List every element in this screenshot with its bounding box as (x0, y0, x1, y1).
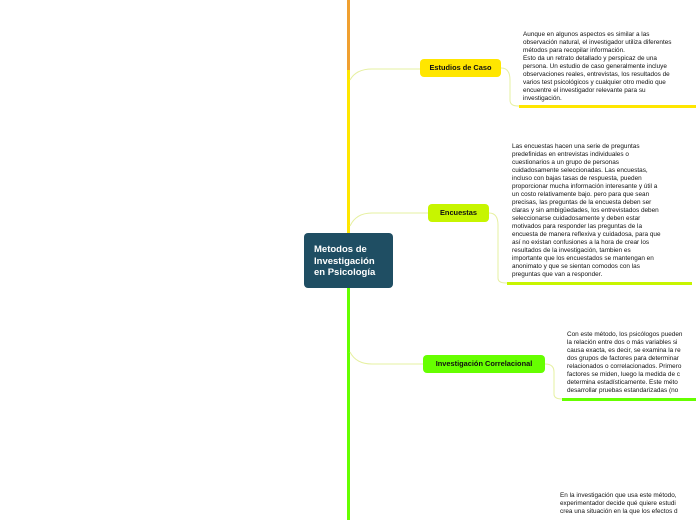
connector-investigacion-correlacional (350, 352, 423, 364)
note-investigacion-experimental: En la investigación que usa este método, experimentador decide qué quiere estudi crea una situación en la que los efectos d (560, 492, 678, 515)
topic-encuestas[interactable]: Encuestas (428, 204, 489, 222)
topic-estudios-de-caso[interactable]: Estudios de Caso (420, 59, 501, 77)
note-estudios-de-caso: Aunque en algunos aspectos es similar a las observación natural, el investigador utiliza diferentes métodos para recopilar información. Esto da un retrato detallado y perspicaz de una persona. Un estudio de caso generalmente incluye observaciones reales, entrevistas, los resultados de varios test psicológicos y cualquier otro medio que encuentre el investigador relevante para su investigación. (523, 31, 672, 102)
connector-estudios-de-caso (350, 69, 420, 80)
central-topic-metodos-de-investigacion[interactable]: Metodos de Investigación en Psicología (304, 233, 393, 288)
topic-investigacion-correlacional[interactable]: Investigación Correlacional (423, 355, 545, 373)
connector-encuestas (350, 213, 428, 226)
note-investigacion-correlacional: Con este método, los psicólogos pueden la relación entre dos o más variables si causa exacta, es decir, se examina la re dos grupos de factores para determinar relacionados o correlacionados. Primero factores se miden, luego la medida de c determina estadísticamente. Este méto desarrollar pruebas estandarizadas (no (567, 331, 683, 394)
note-encuestas: Las encuestas hacen una serie de preguntas predefinidas en entrevistas individuales o cuestionarios a un grupo de personas cuidadosamente seleccionadas. Las encuestas, incluso con bajas tasas de respuesta, pueden proporcionar mucha información interesante y útil a un costo relativamente bajo. pero para que sean precisas, las preguntas de la encuesta deben ser claras y sin ambigüedades, los entrevistados deben seleccionarse cuidadosamente y deben estar motivados para responder las preguntas de la encuesta de manera reflexiva y cuidadosa, para que así no existan confusiones a la hora de crear los resultados de la investigación, tambien es importante que los encuestados se mantengan en anonimato y que se sientan comodos con las preguntas que van a responder. (512, 143, 661, 278)
